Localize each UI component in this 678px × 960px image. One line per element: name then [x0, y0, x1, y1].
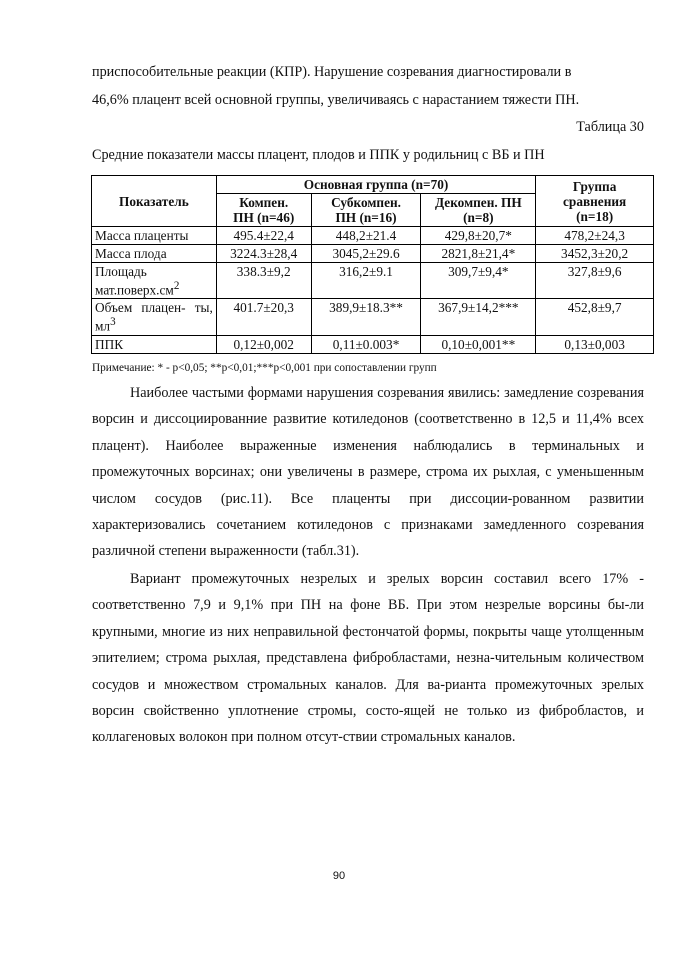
cell-compensated: 0,12±0,002 [216, 335, 311, 353]
header-sub-line2: ПН (n=16) [335, 210, 397, 225]
table-row [92, 335, 654, 353]
row-label: Масса плода [92, 245, 217, 263]
header-main-group: Основная группа (n=70) [216, 176, 535, 194]
header-control-line3: (n=18) [576, 208, 614, 224]
cell-decompensated: 367,9±14,2*** [421, 299, 536, 335]
cell-subcompensated: 316,2±9.1 [311, 263, 421, 299]
table-row [92, 263, 654, 299]
header-control-group [536, 176, 654, 227]
cell-control: 478,2±24,3 [536, 227, 654, 245]
cell-compensated: 495.4±22,4 [216, 227, 311, 245]
cell-control: 0,13±0,003 [536, 335, 654, 353]
header-comp-line1: Компен. [239, 195, 289, 210]
header-sub-line1: Субкомпен. [331, 195, 401, 210]
cell-compensated: 401.7±20,3 [216, 299, 311, 335]
header-comp-line2: ПН (n=46) [233, 210, 295, 225]
table-note: Примечание: * - p<0,05; **p<0,01;***p<0,001 при сопоставлении групп [92, 362, 437, 374]
header-subcompensated [311, 194, 421, 227]
row-label-text: Площадь мат.поверх.см [95, 264, 174, 298]
row-label: Масса плаценты [92, 227, 217, 245]
header-dec-line2: (n=8) [463, 210, 494, 225]
table-caption: Средние показатели массы плацент, плодов и ППК у родильниц с ВБ и ПН [92, 147, 545, 163]
header-decompensated [421, 194, 536, 227]
row-label [92, 299, 217, 335]
paragraph-2: Вариант промежуточных незрелых и зрелых ворсин составил всего 17% - соответственно 7,9 и 9,1% при ПН на фоне ВБ. При этом незрелые ворсины бы-ли крупными, многие из них неправильной фестончатой формы, покрыты чаще утолщенным эпителием; строма рыхлая, представлена фибробластами, незна-чительным количеством сосудов и множеством стромальных каналов. Для ва-рианта промежуточных зрелых ворсин свойственно уплотнение стромы, состо-ящей не только из фибробластов, и коллагеновых волокон при полном отсут-ствии стромальных каналов. [92, 571, 644, 746]
row-label [92, 263, 217, 299]
cell-decompensated: 0,10±0,001** [421, 335, 536, 353]
cell-subcompensated: 448,2±21.4 [311, 227, 421, 245]
cell-control: 327,8±9,6 [536, 263, 654, 299]
table-row [92, 245, 654, 263]
row-label-text: Объем плацен- ты, мл [95, 300, 213, 334]
cell-compensated: 338.3±9,2 [216, 263, 311, 299]
header-dec-line1: Декомпен. ПН [434, 195, 522, 210]
cell-control: 3452,3±20,2 [536, 245, 654, 263]
paragraph-1: Наиболее частыми формами нарушения созревания явились: замедление созревания ворсин и диссоциированние развитие котиледонов (соответственно в 12,5 и 11,4% всех плацент). Наиболее выраженные изменения наблюдались в терминальных и промежуточных ворсинах; они увеличены в размере, строма их рыхлая, с уменьшенным числом сосудов (рис.11). Все плаценты при диссоции-рованном развитии характеризовались сочетанием котиледонов с признаками замедленного созревания различной степени выраженности (табл.31). [92, 385, 644, 560]
table-label: Таблица 30 [576, 119, 644, 135]
header-compensated [216, 194, 311, 227]
page-number: 90 [332, 870, 346, 882]
row-label: ППК [92, 335, 217, 353]
cell-subcompensated: 0,11±0.003* [311, 335, 421, 353]
intro-line-2: 46,6% плацент всей основной группы, увеличиваясь с нарастанием тяжести ПН. [92, 92, 580, 108]
table-row [92, 299, 654, 335]
header-parameter: Показатель [92, 176, 217, 227]
header-control-line1: Группа [572, 178, 617, 194]
data-table [91, 175, 654, 354]
row-label-superscript: 2 [173, 280, 180, 292]
cell-subcompensated: 3045,2±29.6 [311, 245, 421, 263]
cell-compensated: 3224.3±28,4 [216, 245, 311, 263]
row-label-superscript: 3 [110, 316, 116, 329]
cell-subcompensated: 389,9±18.3** [311, 299, 421, 335]
table-row [92, 227, 654, 245]
table-header-row [92, 176, 654, 194]
intro-line-1: приспособительные реакции (КПР). Нарушение созревания диагностировали в [92, 64, 572, 80]
cell-decompensated: 2821,8±21,4* [421, 245, 536, 263]
cell-decompensated: 429,8±20,7* [421, 227, 536, 245]
cell-decompensated: 309,7±9,4* [421, 263, 536, 299]
header-control-line2: сравнения [563, 193, 627, 209]
cell-control: 452,8±9,7 [536, 299, 654, 335]
